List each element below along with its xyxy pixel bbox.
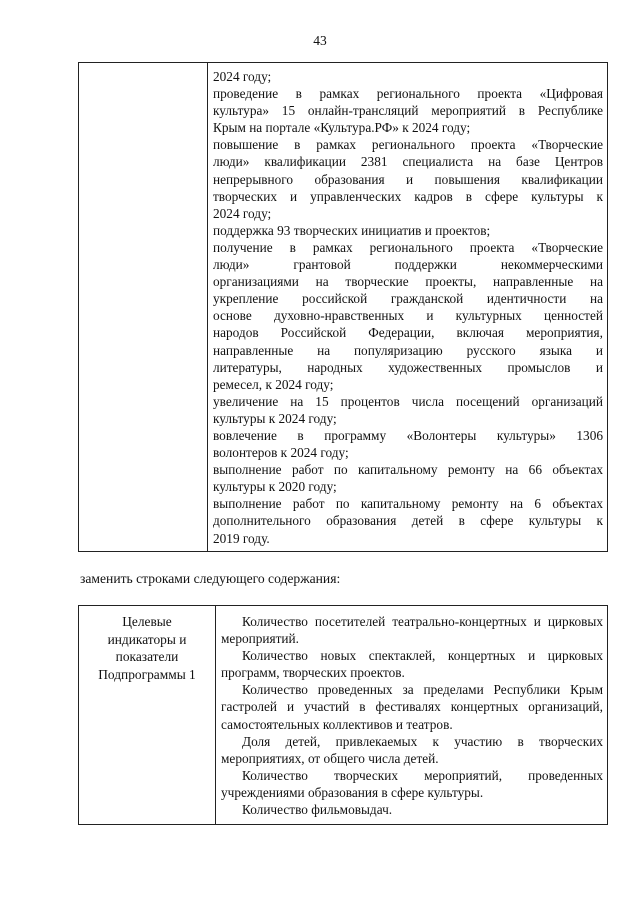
text-line: основе духовно-нравственных и культурных ценностей — [213, 308, 603, 324]
text-line: культура» 15 онлайн-трансляций мероприятий в Республике — [213, 103, 603, 119]
text-line: волонтеров к 2024 году; — [213, 445, 349, 461]
text-line: творческих и управленческих кадров в сфере культуры к — [213, 188, 603, 204]
text-line: 2024 году; — [213, 69, 272, 84]
upper-table-row — [79, 63, 608, 552]
text-line: 2024 году; — [213, 205, 272, 221]
text-line: ремесел, к 2024 году; — [213, 376, 334, 392]
text-line: литературы, народных художественных промыслов и — [213, 359, 603, 375]
lower-table-row — [79, 606, 608, 825]
text-line: народов Российской Федерации, включая мероприятия, — [213, 325, 603, 341]
text-line: получение в рамках регионального проекта «Творческие — [213, 239, 603, 255]
upper-table-left-cell — [79, 63, 208, 552]
text-line: непрерывного образования и повышения квалификации — [213, 171, 603, 187]
text-line: 2019 году. — [213, 530, 270, 546]
lead-text: заменить строками следующего содержания: — [80, 571, 341, 586]
upper-table-right-cell — [208, 63, 608, 552]
lower-table — [78, 605, 608, 825]
indicators-list-cell — [216, 606, 608, 825]
text-line: культуры к 2020 году; — [213, 479, 337, 495]
text-line: люди» квалификации 2381 специалиста на базе Центров — [213, 154, 603, 170]
indicator-paragraph: Количество новых спектаклей, концертных и цирковых программ, творческих проектов. — [221, 648, 603, 681]
text-line: увеличение на 15 процентов числа посещений организаций — [213, 393, 603, 409]
upper-table — [78, 62, 608, 552]
text-line: дополнительного образования детей в сфере культуры к — [213, 513, 603, 529]
text-line: выполнение работ по капитальному ремонту на 66 объектах — [213, 462, 603, 478]
text-line: направленные на популяризацию русского языка и — [213, 342, 603, 358]
text-line: укрепление российской гражданской идентичности на — [213, 291, 603, 307]
header-line: Целевые — [122, 614, 172, 629]
text-line: выполнение работ по капитальному ремонту на 6 объектах — [213, 496, 603, 512]
indicator-paragraph: Количество творческих мероприятий, проведенных учреждениями образования в сфере культуры. — [221, 767, 603, 800]
indicator-paragraph: Количество проведенных за пределами Республики Крым гастролей и участий в фестивалях концертных организаций, самостоятельных коллективов и театров. — [221, 682, 603, 732]
text-line: Крым на портале «Культура.РФ» к 2024 году; — [213, 120, 471, 136]
indicator-paragraph: Количество фильмовыдач. — [242, 802, 393, 818]
header-line: показатели — [115, 649, 179, 664]
text-line: люди» грантовой поддержки некоммерческими — [213, 257, 603, 273]
header-line: индикаторы и — [107, 631, 187, 647]
indicator-paragraph: Количество посетителей театрально-концертных и цирковых мероприятий. — [221, 614, 603, 647]
page-number: 43 — [313, 33, 327, 48]
header-line: Подпрограммы 1 — [98, 666, 196, 682]
text-line: организациями на творческие проекты, направленные на — [213, 274, 603, 290]
indicator-paragraph: Доля детей, привлекаемых к участию в творческих мероприятиях, от общего числа детей. — [221, 733, 603, 766]
indicators-header-cell — [79, 606, 216, 825]
text-line: вовлечение в программу «Волонтеры культуры» 1306 — [213, 427, 603, 443]
text-line: проведение в рамках регионального проекта «Цифровая — [213, 86, 603, 102]
text-line: поддержка 93 творческих инициатив и проектов; — [213, 222, 491, 238]
text-line: культуры к 2024 году; — [213, 410, 337, 426]
text-line: повышение в рамках регионального проекта «Творческие — [213, 137, 603, 153]
